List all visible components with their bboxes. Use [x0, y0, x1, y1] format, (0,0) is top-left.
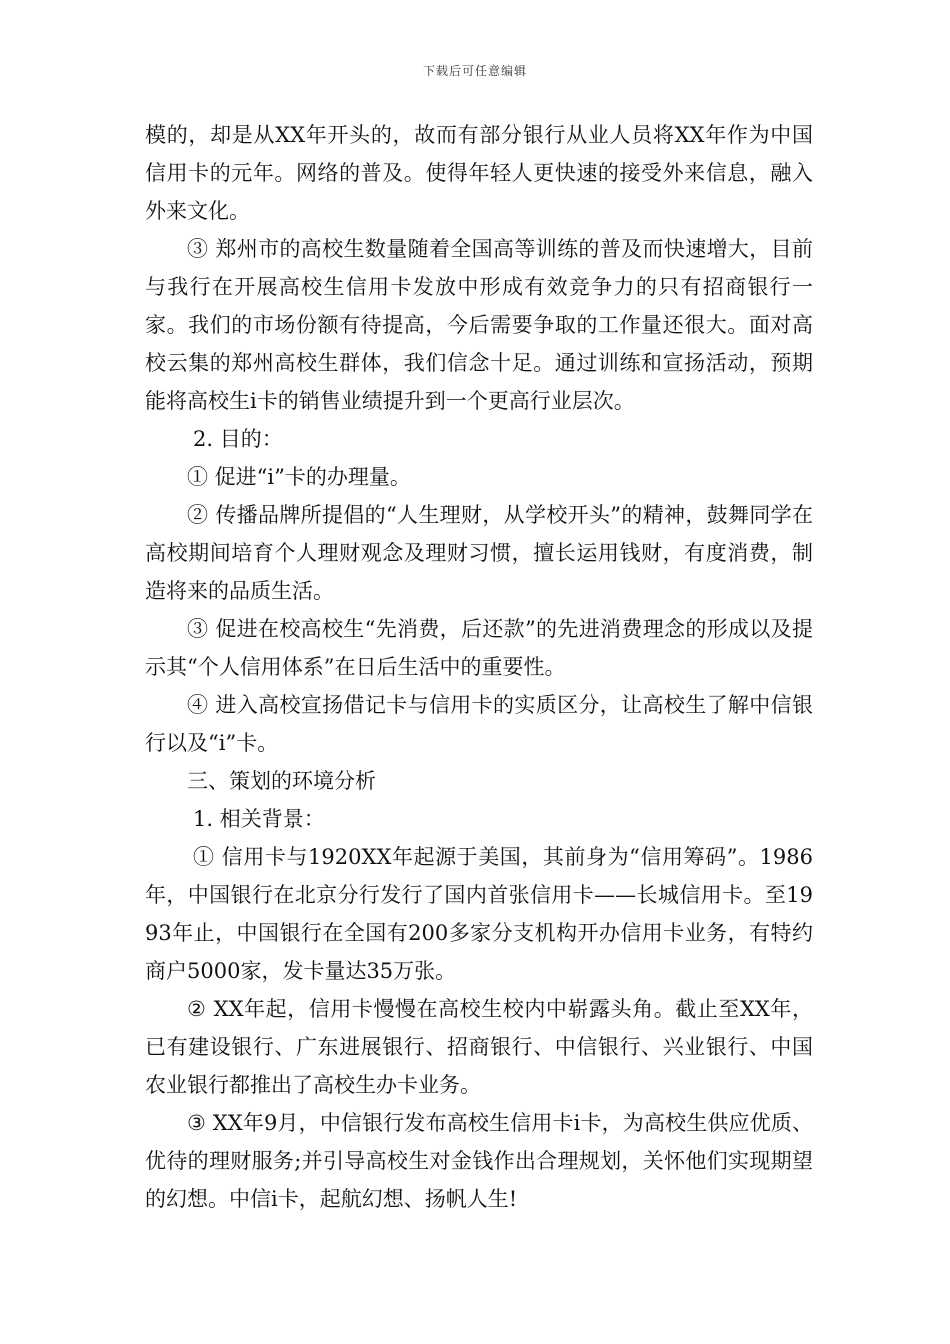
paragraph: ② 传播品牌所提倡的“人生理财，从学校开头”的精神，鼓舞同学在高校期间培育个人理财观念及理财习惯，擅长运用钱财，有度消费，制造将来的品质生活。	[145, 503, 813, 603]
section-heading: 1. 相关背景：	[193, 807, 325, 831]
paragraph: ③ 郑州市的高校生数量随着全国高等训练的普及而快速增大，目前与我行在开展高校生信用卡发放中形成有效竞争力的只有招商银行一家。我们的市场份额有待提高，今后需要争取的工作量还很大。面对高校云集的郑州高校生群体，我们信念十足。通过训练和宣扬活动，预期能将高校生i卡的销售业绩提升到一个更高行业层次。	[145, 237, 813, 413]
paragraph: ① 促进“i”卡的办理量。	[187, 465, 411, 489]
paragraph: ③ 促进在校高校生“先消费，后还款”的先进消费理念的形成以及提示其“个人信用体系”在日后生活中的重要性。	[145, 617, 813, 679]
page-header: 下载后可任意编辑	[422, 64, 527, 78]
paragraph: ③ XX年9月，中信银行发布高校生信用卡i卡，为高校生供应优质、优待的理财服务;并引导高校生对金钱作出合理规划，关怀他们实现期望的幻想。中信i卡，起航幻想、扬帆人生!	[145, 1111, 813, 1211]
document-body	[145, 116, 813, 1218]
paragraph: ④ 进入高校宣扬借记卡与信用卡的实质区分，让高校生了解中信银行以及“i”卡。	[145, 693, 813, 755]
paragraph: ② XX年起，信用卡慢慢在高校生校内中崭露头角。截止至XX年，已有建设银行、广东进展银行、招商银行、中信银行、兴业银行、中国农业银行都推出了高校生办卡业务。	[145, 997, 813, 1097]
paragraph: ① 信用卡与1920XX年起源于美国，其前身为“信用筹码”。1986年，中国银行在北京分行发行了国内首张信用卡——长城信用卡。至1993年止，中国银行在全国有200多家分支机构开办信用卡业务，有特约商户5000家，发卡量达35万张。	[145, 845, 813, 983]
section-heading: 三、策划的环境分析	[187, 769, 376, 793]
section-heading: 2. 目的：	[193, 427, 283, 451]
paragraph: 模的，却是从XX年开头的，故而有部分银行从业人员将XX年作为中国信用卡的元年。网络的普及。使得年轻人更快速的接受外来信息，融入外来文化。	[145, 123, 813, 223]
